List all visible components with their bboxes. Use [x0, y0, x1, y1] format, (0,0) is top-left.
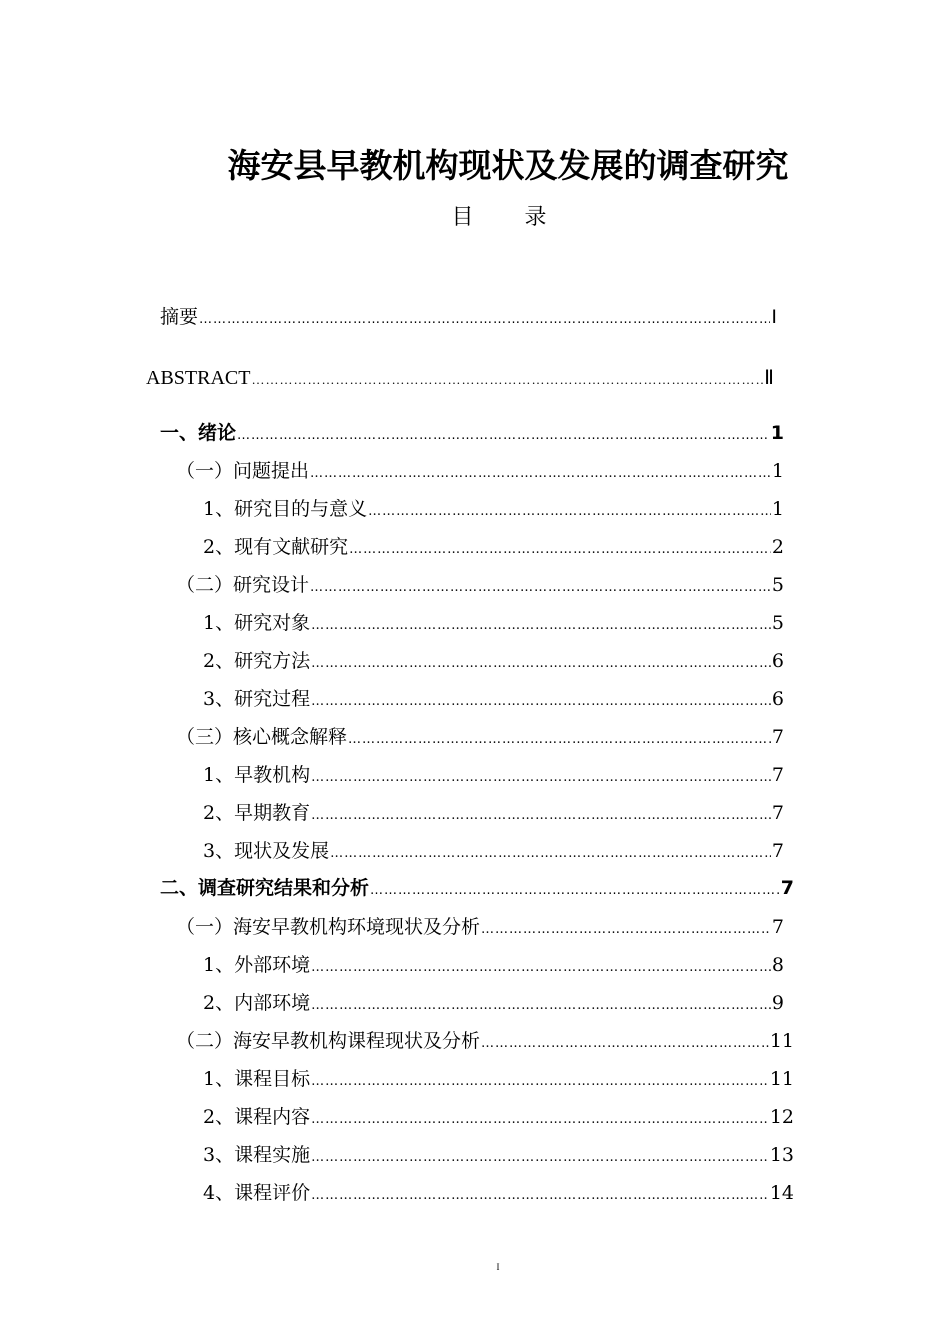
- toc-entry-label: 3、研究过程: [203, 688, 311, 710]
- toc-leader-dots: [349, 542, 771, 557]
- toc-entry-page: 12: [769, 1106, 794, 1128]
- toc-entry[interactable]: [203, 1140, 794, 1170]
- toc-entry[interactable]: [203, 646, 784, 676]
- toc-entry-page: 14: [769, 1182, 794, 1204]
- toc-entry-page: 7: [771, 764, 784, 786]
- toc-entry-page: 7: [780, 877, 794, 899]
- toc-entry-page: Ⅰ: [771, 306, 777, 328]
- toc-leader-dots: [481, 1036, 769, 1051]
- toc-entry[interactable]: [203, 798, 784, 828]
- toc-leader-dots: [251, 372, 763, 388]
- toc-entry-page: 1: [771, 498, 784, 520]
- document-title: 海安县早教机构现状及发展的调查研究: [227, 146, 789, 185]
- toc-entry-label: 1、早教机构: [203, 764, 311, 786]
- toc-entry-label: 2、内部环境: [203, 992, 311, 1014]
- toc-entry[interactable]: [176, 456, 784, 486]
- toc-entry[interactable]: [203, 1102, 794, 1132]
- toc-entry-page: 6: [771, 688, 784, 710]
- toc-entry[interactable]: [203, 494, 784, 524]
- toc-entry[interactable]: [176, 722, 784, 752]
- toc-entry-page: 5: [771, 574, 784, 596]
- toc-leader-dots: [311, 618, 771, 633]
- toc-leader-dots: [237, 428, 770, 443]
- toc-entry[interactable]: [176, 1026, 794, 1056]
- toc-entry[interactable]: [203, 532, 784, 562]
- toc-entry-page: 11: [769, 1068, 794, 1090]
- toc-leader-dots: [311, 1150, 769, 1165]
- toc-entry[interactable]: [203, 950, 784, 980]
- toc-entry[interactable]: [203, 988, 784, 1018]
- toc-entry[interactable]: [203, 760, 784, 790]
- toc-entry[interactable]: [176, 570, 784, 600]
- toc-leader-dots: [311, 1112, 769, 1127]
- toc-entry-page: 7: [771, 840, 784, 862]
- toc-entry-label: 2、课程内容: [203, 1106, 311, 1128]
- toc-leader-dots: [311, 694, 771, 709]
- toc-leader-dots: [311, 1188, 769, 1203]
- toc-leader-dots: [370, 883, 780, 898]
- toc-entry[interactable]: [203, 836, 784, 866]
- toc-entry-label: 摘要: [160, 306, 199, 328]
- toc-entry-page: 7: [771, 916, 784, 938]
- toc-entry[interactable]: [176, 912, 784, 942]
- toc-entry-label: 2、现有文献研究: [203, 536, 349, 558]
- toc-leader-dots: [310, 580, 771, 595]
- toc-entry-label: （二）研究设计: [176, 574, 310, 596]
- toc-entry-label: 二、调查研究结果和分析: [160, 877, 370, 899]
- toc-leader-dots: [481, 922, 771, 937]
- toc-leader-dots: [368, 504, 771, 519]
- toc-entry[interactable]: [203, 608, 784, 638]
- toc-entry-label: 一、绪论: [160, 422, 237, 444]
- toc-entry-page: 11: [769, 1030, 794, 1052]
- toc-entry-label: 3、现状及发展: [203, 840, 330, 862]
- toc-entry-abstract-cn[interactable]: [160, 302, 777, 332]
- toc-entry-label: （二）海安早教机构课程现状及分析: [176, 1030, 481, 1052]
- toc-entry-label: （一）海安早教机构环境现状及分析: [176, 916, 481, 938]
- toc-entry-label: （三）核心概念解释: [176, 726, 348, 748]
- toc-entry-label: 2、早期教育: [203, 802, 311, 824]
- toc-entry-page: 2: [771, 536, 784, 558]
- page-number: I: [496, 1262, 500, 1272]
- toc-entry-chapter-1[interactable]: [160, 418, 784, 448]
- toc-entry-page: 8: [771, 954, 784, 976]
- toc-entry-page: 5: [771, 612, 784, 634]
- toc-entry-page: 1: [771, 460, 784, 482]
- toc-leader-dots: [311, 656, 771, 671]
- toc-entry[interactable]: [203, 684, 784, 714]
- toc-entry-page: 6: [771, 650, 784, 672]
- toc-leader-dots: [311, 998, 771, 1013]
- toc-entry-label: 1、课程目标: [203, 1068, 311, 1090]
- toc-entry-page: 7: [771, 726, 784, 748]
- toc-entry-label: 2、研究方法: [203, 650, 311, 672]
- toc-entry[interactable]: [203, 1064, 794, 1094]
- toc-entry-label: 3、课程实施: [203, 1144, 311, 1166]
- toc-entry-abstract-en[interactable]: [146, 365, 774, 395]
- toc-entry-chapter-2[interactable]: [160, 873, 794, 903]
- toc-entry-label: 1、外部环境: [203, 954, 311, 976]
- toc-leader-dots: [311, 770, 771, 785]
- toc-leader-dots: [330, 846, 771, 861]
- toc-entry-label: （一）问题提出: [176, 460, 310, 482]
- toc-leader-dots: [311, 808, 771, 823]
- toc-entry-page: 7: [771, 802, 784, 824]
- toc-entry[interactable]: [203, 1178, 794, 1208]
- toc-entry-label: 1、研究对象: [203, 612, 311, 634]
- toc-leader-dots: [199, 312, 770, 327]
- toc-entry-page: 13: [769, 1144, 794, 1166]
- toc-leader-dots: [310, 466, 771, 481]
- toc-entry-label: 1、研究目的与意义: [203, 498, 368, 520]
- toc-leader-dots: [311, 960, 771, 975]
- toc-entry-page: 9: [771, 992, 784, 1014]
- toc-entry-label: 4、课程评价: [203, 1182, 311, 1204]
- toc-entry-page: Ⅱ: [764, 367, 774, 389]
- toc-leader-dots: [311, 1074, 769, 1089]
- toc-leader-dots: [348, 732, 771, 747]
- toc-entry-label: ABSTRACT: [146, 367, 251, 389]
- toc-heading: 目 录: [451, 205, 569, 230]
- toc-entry-page: 1: [770, 422, 784, 444]
